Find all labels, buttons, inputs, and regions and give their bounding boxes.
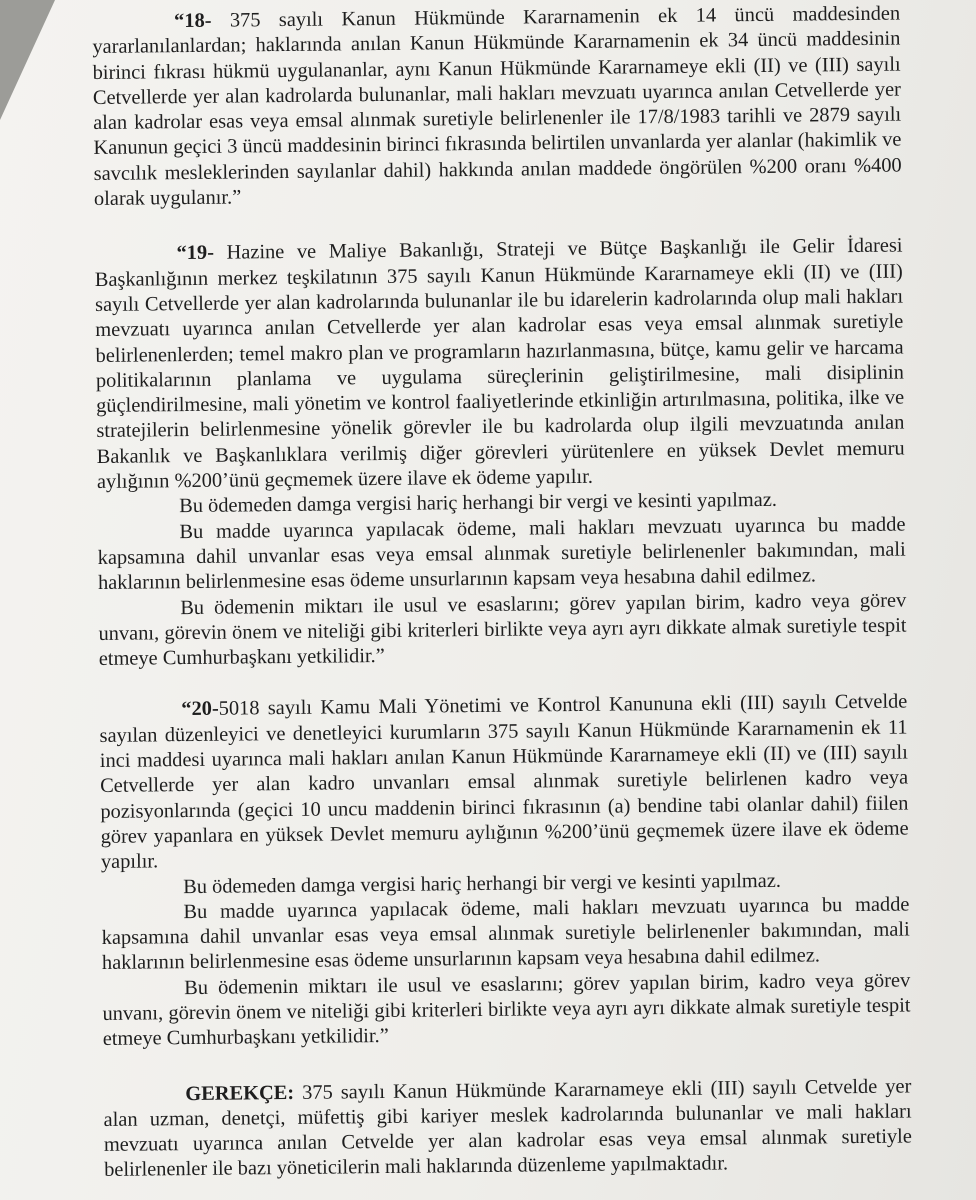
gerekce-paragraph [103, 1074, 912, 1184]
article-20-text: 5018 sayılı Kamu Mali Yönetimi ve Kontrol Kanununa ekli (III) sayılı Cetvelde sayılan düzenleyici ve denetleyici kurumların 375 sayılı Kanun Hükmünde Kararnamenin ek 11 inci maddesi uyarınca mali hakları anılan Kanun Hükmünde Kararnameye ekli (II) ve (III) sayılı Cetvellerde yer alan kadro unvanları emsal alınmak suretiyle belirlenen kadro veya pozisyonlarında (geçici 10 uncu maddenin birinci fıkrasının (a) bendine tabi olanlar dahil) fiilen görev yapanlara en yüksek Devlet memuru aylığının %200’ünü geçmemek üzere ilave ek ödeme yapılır. [99, 690, 909, 874]
article-20-paragraph-1 [99, 690, 909, 876]
article-19-number: “19- [176, 242, 215, 265]
article-19-paragraph-1 [94, 234, 905, 495]
article-19-paragraph-4: Bu ödemenin miktarı ile usul ve esaslarını; görev yapılan birim, kadro veya görev unvanı, görevin önem ve niteliği gibi kriterleri birlikte veya ayrı ayrı dikkate almak suretiyle tespit etmeye Cumhurbaşkanı yetkilidir.” [98, 589, 907, 671]
article-20-paragraph-2: Bu ödemeden damga vergisi hariç herhangi bir vergi ve kesinti yapılmaz. [183, 869, 782, 898]
document-body [92, 2, 912, 1184]
page-corner-shadow [0, 0, 55, 120]
article-18-number: “18- [174, 9, 212, 33]
article-20-paragraph-4: Bu ödemenin miktarı ile usul ve esaslarını; görev yapılan birim, kadro veya görev unvanı, görevin önem ve niteliği gibi kriterleri birlikte veya ayrı ayrı dikkate almak suretiyle tespit etmeye Cumhurbaşkanı yetkilidir.” [102, 969, 911, 1051]
article-19-paragraph-2: Bu ödemeden damga vergisi hariç herhangi bir vergi ve kesinti yapılmaz. [179, 489, 778, 518]
article-19-paragraph-3: Bu madde uyarınca yapılacak ödeme, mali hakları mevzuatı uyarınca bu madde kapsamına dahil unvanlar esas veya emsal alınmak suretiyle belirlenenler bakımından, mali haklarının belirlenmesine esas ödeme unsurlarının kapsam veya hesabına dahil edilmez. [97, 513, 906, 595]
gerekce-label: GEREKÇE: [185, 1081, 295, 1105]
article-18-text: 375 sayılı Kanun Hükmünde Kararnamenin ek 14 üncü maddesinden yararlanılanlardan; haklarında anılan Kanun Hükmünde Kararnamenin ek 34 üncü maddesinin birinci fıkrası hükmü uygulananlar, aynı Kanun Hükmünde Kararnameye ekli (II) ve (III) sayılı Cetvellerde yer alan kadrolarda bulunanlar, mali hakları mevzuatı uyarınca anılan Cetvellerde yer alan kadrolar esas veya emsal alınmak suretiyle belirlenenler ile 17/8/1983 tarihli ve 2879 sayılı Kanunun geçici 3 üncü maddesinin birinci fıkrasında belirtilen unvanlarda yer alanlar (hakimlik ve savcılık mesleklerinden sayılanlar dahil) hakkında anılan maddede öngörülen %200 oranı %400 olarak uygulanır.” [92, 2, 902, 211]
article-19-text: Hazine ve Maliye Bakanlığı, Strateji ve Bütçe Başkanlığı ile Gelir İdaresi Başkanlığının merkez teşkilatının 375 sayılı Kanun Hükmünde Kararnameye ekli (II) ve (III) sayılı Cetvellerde yer alan kadrolarında bulunanlar ile bu idarelerin kadrolarında olup mali hakları mevzuatı uyarınca anılan Cetvellerde yer alan kadrolar esas veya emsal alınmak suretiyle belirlenenlerden; temel makro plan ve programların hazırlanmasına, bütçe, kamu gelir ve harcama politikalarının planlama ve uygulama süreçlerinin geliştirilmesine, mali disiplinin güçlendirilmesine, mali yönetim ve kontrol faaliyetlerinde etkinliğin artırılmasına, politika, ilke ve stratejilerin belirlenmesine yönelik görevler ile bu kadrolarda olup ilgili mevzuatında anılan Bakanlık ve Başkanlıklara verilmiş diğer görevleri yürütenlere en yüksek Devlet memuru aylığının %200’ünü geçmemek üzere ilave ek ödeme yapılır. [94, 234, 905, 494]
article-18 [92, 2, 902, 213]
article-20-paragraph-3: Bu madde uyarınca yapılacak ödeme, mali hakları mevzuatı uyarınca bu madde kapsamına dahil unvanlar esas veya emsal alınmak suretiyle belirlenenler bakımından, mali haklarının belirlenmesine esas ödeme unsurlarının kapsam veya hesabına dahil edilmez. [101, 893, 910, 975]
gerekce-text: 375 sayılı Kanun Hükmünde Kararnameye ekli (III) sayılı Cetvelde yer alan uzman, denetçi, müfettiş gibi kariyer meslek kadrolarında bulunanlar ve mali hakları mevzuatı uyarınca anılan Cetvelde yer alan kadrolar esas veya emsal alınmak suretiyle belirlenenler ile bazı yöneticilerin mali haklarında düzenleme yapılmaktadır. [103, 1075, 912, 1182]
article-20-number: “20- [181, 698, 219, 721]
